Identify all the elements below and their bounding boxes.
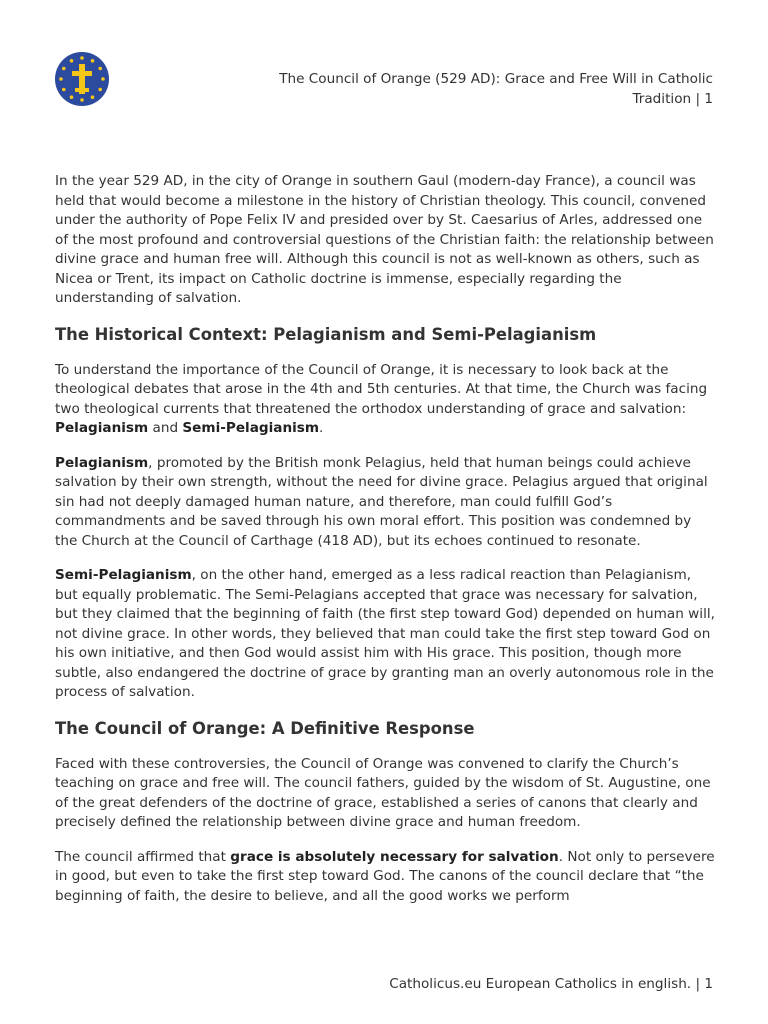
page-footer: Catholicus.eu European Catholics in english. | 1 (389, 976, 713, 992)
logo-star-icon (98, 67, 102, 71)
paragraph-pelagianism (55, 454, 715, 552)
bold-term: grace is absolutely necessary for salvation (230, 848, 559, 865)
paragraph-text: and (148, 420, 183, 436)
bold-term: Pelagianism (55, 420, 149, 436)
logo-star-icon (80, 56, 84, 60)
cross-with-stars-logo-icon (55, 52, 109, 106)
logo-star-icon (91, 59, 95, 63)
header-title-line2: Tradition | 1 (632, 91, 713, 107)
bold-term: Pelagianism (55, 454, 149, 471)
logo-star-icon (91, 95, 95, 99)
paragraph-council-convened: Faced with these controversies, the Council of Orange was convened to clarify the Church’s teaching on grace and free will. The council fathers, guided by the wisdom of St. Augustine, one of the great defenders of the doctrine of grace, established a series of canons that clearly and precisely defined the relationship between divine grace and human freedom. (55, 755, 711, 830)
paragraph-semi-pelagianism (55, 566, 715, 703)
logo-star-icon (59, 77, 63, 81)
logo-star-icon (98, 88, 102, 92)
paragraph-text: , on the other hand, emerged as a less radical reaction than Pelagianism, but equally problematic. The Semi-Pelagians accepted that grace was necessary for salvation, but they claimed that the beginning of faith (the first step toward God) depended on human will, not divine grace. In other words, they believed that man could take the first step toward God on his own initiative, and then God would assist him with His grace. This position, though more subtle, also endangered the doctrine of grace by granting man an overly autonomous role in the process of salvation. (55, 567, 715, 700)
paragraph-context (55, 361, 715, 439)
header-title (243, 69, 713, 109)
bold-term: Semi-Pelagianism (182, 420, 320, 436)
logo-star-icon (70, 59, 74, 63)
paragraph-text: The council affirmed that (55, 848, 231, 865)
logo-star-icon (62, 67, 66, 71)
logo-star-icon (80, 98, 84, 102)
paragraph-text: . (319, 420, 324, 436)
logo-star-icon (70, 95, 74, 99)
paragraph-text: , promoted by the British monk Pelagius, held that human beings could achieve salvation by their own strength, without the need for divine grace. Pelagius argued that original sin had not deeply damaged human nature, and therefore, man could fulfill God’s commandments and be saved through his own moral effort. This position was condemned by the Church at the Council of Carthage (418 AD), but its echoes continued to resonate. (55, 454, 708, 549)
paragraph-text: . Not only to persevere in good, but even to take the first step toward God. The canons of the council declare that “the beginning of faith, the desire to believe, and all the good works we perform (55, 848, 715, 904)
header-title-line1: The Council of Orange (529 AD): Grace and Free Will in Catholic (279, 71, 713, 87)
bold-term: Semi-Pelagianism (55, 567, 192, 583)
article-body (55, 172, 715, 921)
paragraph-text: To understand the importance of the Council of Orange, it is necessary to look back at the theological debates that arose in the 4th and 5th centuries. At that time, the Church was facing two theological currents that threatened the orthodox understanding of grace and salvation: (55, 361, 708, 417)
paragraph-grace-necessary (55, 848, 715, 907)
logo-star-icon (101, 77, 105, 81)
logo-star-icon (62, 88, 66, 92)
section-heading-council-response: The Council of Orange: A Definitive Response (55, 718, 475, 738)
intro-paragraph: In the year 529 AD, in the city of Orange in southern Gaul (modern-day France), a council was held that would become a milestone in the history of Christian theology. This council, convened under the authority of Pope Felix IV and presided over by St. Caesarius of Arles, addressed one of the most profound and controversial questions of the Christian faith: the relationship between divine grace and human free will. Although this council is not as well-known as others, such as Nicea or Trent, its impact on Catholic doctrine is immense, especially regarding the understanding of salvation. (55, 173, 714, 306)
section-heading-historical-context: The Historical Context: Pelagianism and Semi-Pelagianism (55, 324, 597, 344)
